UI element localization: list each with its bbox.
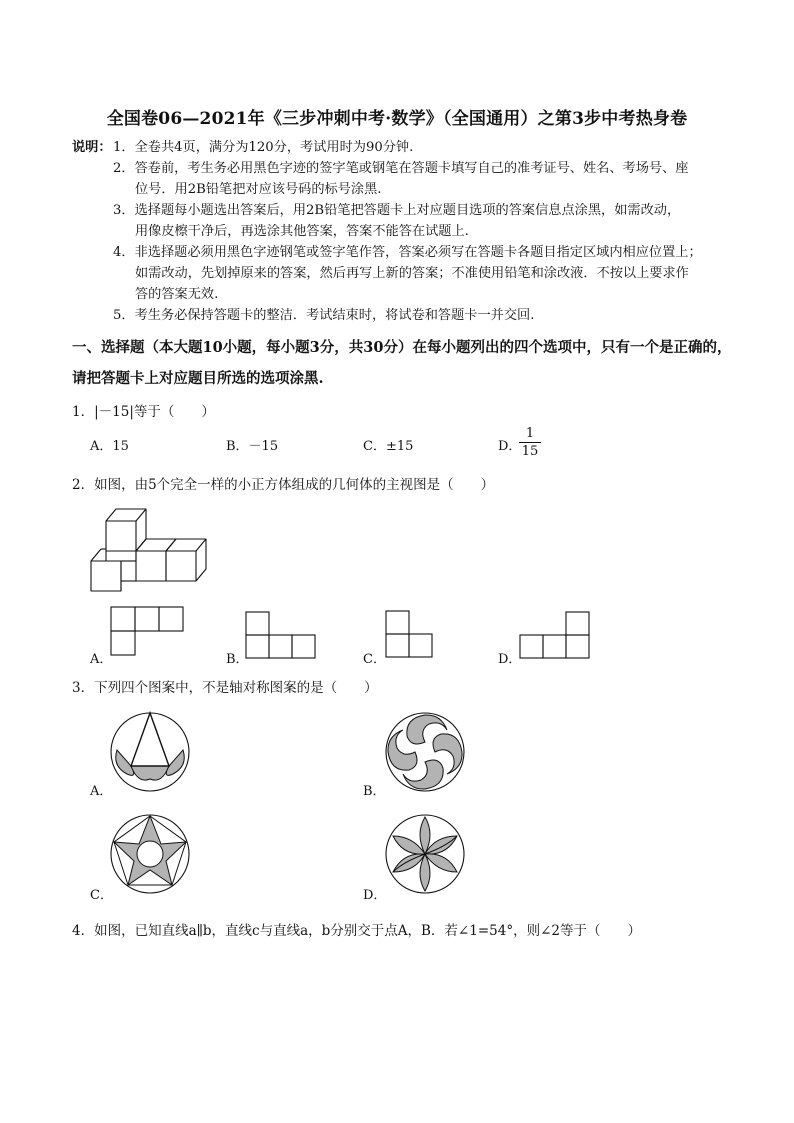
- q1-option-a: A．15: [90, 439, 129, 454]
- instruction-line-8: 答的答案无效.: [135, 287, 219, 302]
- instruction-line-1: 1．全卷共4页，满分为120分，考试用时为90分钟.: [113, 140, 414, 155]
- instruction-line-4: 3．选择题每小题选出答案后，用2B铅笔把答题卡上对应题目选项的答案信息点涂黑，如需改动，: [113, 203, 681, 218]
- page-title: 全国卷06—2021年《三步冲刺中考·数学》（全国通用）之第3步中考热身卷: [106, 109, 688, 129]
- q1-fraction-numerator: 1: [525, 426, 535, 441]
- instructions-label: 说明：: [72, 140, 112, 155]
- q3-option-c-figure: [110, 814, 190, 894]
- q3-option-b-figure: [385, 712, 465, 792]
- q1-fraction-denominator: 15: [521, 444, 539, 459]
- q1-stem: 1．|－15|等于（ ）: [72, 404, 215, 420]
- q3-stem: 3．下列四个图案中，不是轴对称图案的是（ ）: [72, 680, 378, 696]
- q2-option-a: A．: [90, 652, 113, 667]
- q3-option-d-figure: [385, 814, 465, 894]
- q3-option-c: C．: [90, 888, 113, 903]
- q1-option-b: B．－15: [226, 439, 279, 454]
- instruction-line-6: 4．非选择题必须用黑色字迹钢笔或签字笔作答，答案必须写在答题卡各题目指定区域内相应位置上；: [113, 245, 702, 260]
- q2-stem: 2．如图，由5个完全一样的小正方体组成的几何体的主视图是（ ）: [72, 477, 495, 493]
- q2-option-c-figure: [385, 610, 437, 662]
- q2-cube-figure: [88, 505, 208, 593]
- instruction-line-5: 用像皮檫干净后，再选涂其他答案，答案不能答在试题上.: [135, 224, 469, 239]
- q1-option-d: D．: [498, 439, 522, 454]
- q1-option-c: C．±15: [363, 439, 414, 454]
- q3-option-a-figure: [110, 712, 190, 792]
- q2-option-d: D．: [498, 652, 522, 667]
- q2-option-d-figure: [517, 611, 592, 663]
- q4-stem: 4．如图，已知直线a∥b，直线c与直线a，b分别交于点A，B．若∠1=54°，则∠2等于（ ）: [72, 923, 641, 939]
- q1-fraction: [519, 426, 541, 459]
- instruction-line-2: 2．答卷前，考生务必用黑色字迹的签字笔或钢笔在答题卡填写自己的准考证号、姓名、考场号、座: [113, 161, 689, 176]
- q3-option-a: A．: [90, 784, 113, 799]
- q2-option-c: C．: [363, 652, 386, 667]
- instruction-line-3: 位号．用2B铅笔把对应该号码的标号涂黑.: [135, 182, 382, 197]
- q2-option-a-figure: [110, 606, 185, 658]
- instruction-line-9: 5．考生务必保持答题卡的整洁．考试结束时，将试卷和答题卡一并交回.: [113, 308, 535, 323]
- q2-option-b: B．: [226, 652, 249, 667]
- section-heading-line-1: 一、选择题（本大题10小题，每小题3分，共30分）在每小题列出的四个选项中，只有一个是正确的，: [72, 339, 732, 356]
- q2-option-b-figure: [245, 611, 320, 663]
- q1-fraction-bar: [519, 442, 541, 443]
- q3-option-d: D．: [363, 888, 387, 903]
- q3-option-b: B．: [363, 784, 386, 799]
- section-heading-line-2: 请把答题卡上对应题目所选的选项涂黑.: [72, 370, 324, 387]
- instruction-line-7: 如需改动，先划掉原来的答案，然后再写上新的答案；不准使用铅笔和涂改液．不按以上要求作: [135, 266, 689, 281]
